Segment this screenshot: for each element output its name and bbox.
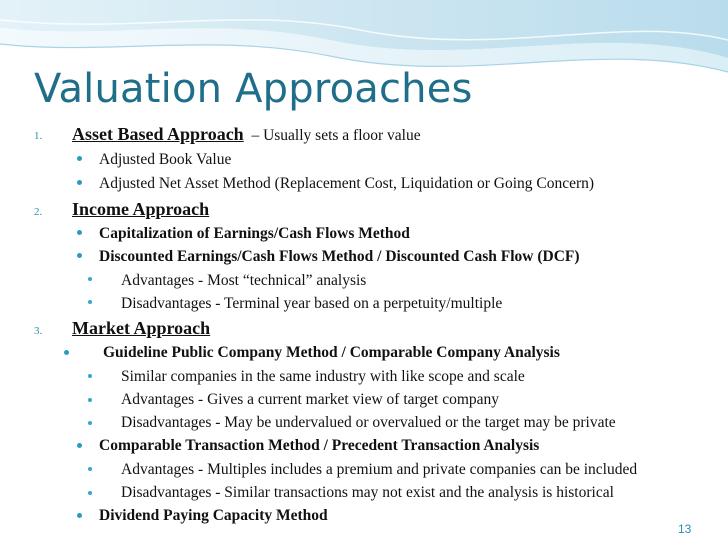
list-item: Dividend Paying Capacity Method	[99, 507, 328, 524]
bullet-icon	[77, 230, 82, 235]
section-number: 1.	[34, 130, 43, 142]
sub-list-item: Disadvantages - Terminal year based on a perpetuity/multiple	[121, 295, 503, 312]
list-item: Discounted Earnings/Cash Flows Method / Discounted Cash Flow (DCF)	[99, 248, 580, 265]
sub-bullet-icon	[88, 374, 92, 378]
bullet-icon	[77, 156, 82, 161]
section-number: 3.	[34, 325, 43, 337]
sub-bullet-icon	[88, 491, 92, 495]
sub-bullet-icon	[88, 398, 92, 402]
sub-bullet-icon	[88, 467, 92, 471]
bullet-icon	[77, 180, 82, 185]
bullet-icon	[77, 443, 82, 448]
sub-bullet-icon	[88, 300, 92, 304]
slide-title: Valuation Approaches	[34, 66, 473, 112]
list-item: Capitalization of Earnings/Cash Flows Method	[99, 225, 410, 242]
list-item: Guideline Public Company Method / Comparable Company Analysis	[103, 344, 560, 361]
section-heading: Asset Based Approach	[72, 124, 244, 144]
bullet-icon	[64, 350, 69, 355]
sub-list-item: Similar companies in the same industry with like scope and scale	[121, 368, 525, 385]
list-item: Adjusted Book Value	[99, 151, 232, 168]
section-heading: Market Approach	[72, 318, 211, 338]
sub-list-item: Disadvantages - May be undervalued or overvalued or the target may be private	[121, 414, 616, 431]
section-heading-line	[72, 319, 210, 339]
sub-list-item: Advantages - Most “technical” analysis	[121, 272, 367, 289]
section-note: Usually sets a floor value	[263, 127, 421, 144]
list-item: Comparable Transaction Method / Precedent Transaction Analysis	[99, 437, 540, 454]
section-heading: Income Approach	[72, 199, 210, 219]
bullet-icon	[77, 253, 82, 258]
sub-list-item: Advantages - Multiples includes a premium and private companies can be included	[121, 461, 638, 478]
sub-bullet-icon	[88, 277, 92, 281]
section-number: 2.	[34, 206, 43, 218]
section-separator: –	[251, 127, 260, 144]
sub-list-item: Disadvantages - Similar transactions may not exist and the analysis is historical	[121, 484, 614, 501]
bullet-icon	[77, 513, 82, 518]
list-item: Adjusted Net Asset Method (Replacement Cost, Liquidation or Going Concern)	[99, 175, 595, 192]
section-heading-line	[72, 200, 209, 220]
sub-bullet-icon	[88, 421, 92, 425]
section-heading-line	[72, 125, 421, 145]
page-number: 13	[678, 522, 692, 536]
sub-list-item: Advantages - Gives a current market view of target company	[121, 391, 500, 408]
